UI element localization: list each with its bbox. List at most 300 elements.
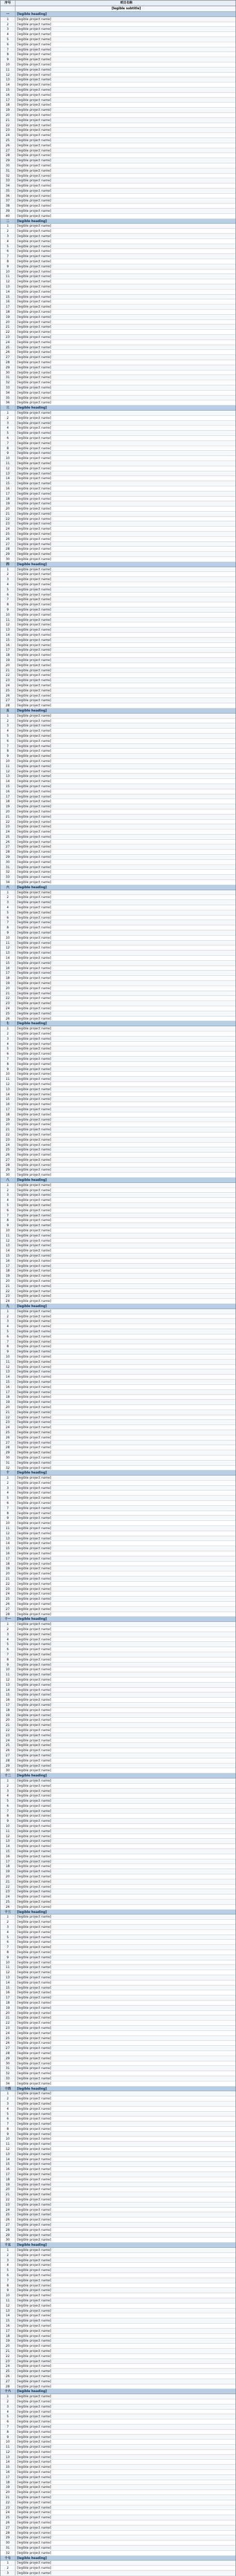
row-number: 16: [1, 1551, 15, 1556]
row-number: 19: [1, 1117, 15, 1122]
row-number: 12: [1, 1834, 15, 1839]
row-project-name: [legible project name]: [17, 385, 52, 389]
row-number: 3: [1, 2571, 15, 2575]
row-project-name: [legible project name]: [17, 2551, 52, 2555]
table-row: [1, 602, 235, 607]
table-row: [1, 183, 235, 189]
row-number: 27: [1, 1607, 15, 1612]
row-project-name: [legible project name]: [17, 906, 52, 910]
row-project-name: [legible project name]: [17, 280, 52, 284]
table-row: [1, 325, 235, 330]
row-number: 26: [1, 1435, 15, 1440]
table-row: [1, 365, 235, 370]
row-project-name: [legible project name]: [17, 895, 52, 900]
row-project-name: [legible project name]: [17, 1213, 52, 1217]
table-row: [1, 1869, 235, 1874]
table-row: [1, 1208, 235, 1213]
table-row: [1, 1400, 235, 1405]
table-row: [1, 1138, 235, 1143]
row-number: 30: [1, 163, 15, 168]
table-row: [1, 1723, 235, 1728]
table-row: [1, 2495, 235, 2500]
row-number: 16: [1, 1385, 15, 1389]
row-number: 9: [1, 264, 15, 269]
row-project-name: [legible project name]: [17, 2223, 52, 2227]
table-row: [1, 1122, 235, 1127]
table-row: [1, 426, 235, 431]
table-row: [1, 380, 235, 385]
row-number: 14: [1, 1092, 15, 1097]
row-project-name: [legible project name]: [17, 2107, 52, 2111]
row-project-name: [legible project name]: [17, 1188, 52, 1192]
row-number: 25: [1, 2036, 15, 2041]
row-project-name: [legible project name]: [17, 73, 52, 77]
row-project-name: [legible project name]: [17, 628, 52, 632]
row-number: 2: [1, 229, 15, 233]
table-row: [1, 2036, 235, 2041]
row-number: 9: [1, 2132, 15, 2137]
row-project-name: [legible project name]: [17, 1153, 52, 1157]
row-project-name: [legible project name]: [17, 648, 52, 652]
table-row: [1, 744, 235, 749]
table-row: [1, 2228, 235, 2233]
row-number: 24: [1, 2208, 15, 2212]
row-number: 19: [1, 1713, 15, 1718]
row-project-name: [legible project name]: [17, 1370, 52, 1374]
table-row: [1, 416, 235, 421]
row-project-name: [legible project name]: [17, 1597, 52, 1601]
row-number: 13: [1, 471, 15, 476]
row-project-name: [legible project name]: [17, 2137, 52, 2141]
section-number: 十六: [1, 2389, 15, 2394]
row-number: 7: [1, 1506, 15, 1511]
row-number: 10: [1, 1228, 15, 1233]
row-number: 29: [1, 158, 15, 163]
row-project-name: [legible project name]: [17, 62, 52, 66]
row-project-name: [legible project name]: [17, 123, 52, 127]
row-number: 10: [1, 1960, 15, 1965]
table-row: [1, 2293, 235, 2298]
row-number: 13: [1, 284, 15, 289]
row-number: 13: [1, 2309, 15, 2313]
row-project-name: [legible project name]: [17, 1052, 52, 1056]
table-row: [1, 1859, 235, 1865]
row-number: 13: [1, 628, 15, 632]
row-number: 2: [1, 719, 15, 723]
row-project-name: [legible project name]: [17, 426, 52, 430]
table-row: [1, 2475, 235, 2480]
row-number: 30: [1, 2061, 15, 2066]
table-row: [1, 1334, 235, 1340]
row-number: 33: [1, 178, 15, 183]
table-row: [1, 512, 235, 517]
row-number: 24: [1, 527, 15, 531]
row-number: 2: [1, 2253, 15, 2258]
row-number: 30: [1, 1173, 15, 1177]
table-row: [1, 2435, 235, 2440]
row-project-name: [legible project name]: [17, 2157, 52, 2161]
row-project-name: [legible project name]: [17, 67, 52, 72]
row-project-name: [legible project name]: [17, 2112, 52, 2116]
row-number: 4: [1, 239, 15, 244]
table-row: [1, 2147, 235, 2152]
row-project-name: [legible project name]: [17, 1521, 52, 1526]
row-project-name: [legible project name]: [17, 1006, 52, 1010]
row-number: 23: [1, 1733, 15, 1738]
table-row: [1, 497, 235, 502]
row-project-name: [legible project name]: [17, 2566, 52, 2570]
table-row: [1, 113, 235, 118]
row-number: 14: [1, 1248, 15, 1253]
table-row: [1, 1698, 235, 1703]
table-row: [1, 1006, 235, 1011]
section-heading-row: [1, 1910, 235, 1915]
row-number: 1: [1, 714, 15, 718]
row-project-name: [legible project name]: [17, 830, 52, 834]
table-row: [1, 492, 235, 497]
table-row: [1, 411, 235, 416]
row-number: 10: [1, 1667, 15, 1672]
row-number: 6: [1, 1501, 15, 1505]
row-number: 27: [1, 542, 15, 547]
row-number: 28: [1, 850, 15, 854]
row-number: 13: [1, 2152, 15, 2157]
row-number: 22: [1, 1289, 15, 1294]
row-project-name: [legible project name]: [17, 502, 52, 506]
row-number: 14: [1, 956, 15, 960]
table-row: [1, 633, 235, 638]
row-project-name: [legible project name]: [17, 269, 52, 274]
row-project-name: [legible project name]: [17, 522, 52, 526]
row-number: 5: [1, 1935, 15, 1940]
row-project-name: [legible project name]: [17, 1466, 52, 1470]
table-row: [1, 1253, 235, 1259]
row-number: 19: [1, 658, 15, 663]
table-row: [1, 2056, 235, 2061]
table-row: [1, 1309, 235, 1314]
row-project-name: [legible project name]: [17, 58, 52, 62]
row-project-name: [legible project name]: [17, 1420, 52, 1425]
row-number: 13: [1, 1839, 15, 1843]
table-row: [1, 1768, 235, 1773]
row-number: 6: [1, 1208, 15, 1213]
table-row: [1, 936, 235, 941]
row-project-name: [legible project name]: [17, 1112, 52, 1116]
row-number: 4: [1, 582, 15, 587]
row-project-name: [legible project name]: [17, 1955, 52, 1959]
table-row: [1, 2258, 235, 2263]
row-project-name: [legible project name]: [17, 1764, 52, 1768]
row-number: 12: [1, 1082, 15, 1087]
table-row: [1, 1057, 235, 1062]
row-project-name: [legible project name]: [17, 2289, 52, 2293]
row-project-name: [legible project name]: [17, 1224, 52, 1228]
row-project-name: [legible project name]: [17, 2339, 52, 2343]
row-project-name: [legible project name]: [17, 2344, 52, 2348]
table-row: [1, 476, 235, 481]
row-project-name: [legible project name]: [17, 2516, 52, 2520]
row-project-name: [legible project name]: [17, 623, 52, 627]
table-row: [1, 133, 235, 138]
row-number: 2: [1, 22, 15, 27]
row-number: 3: [1, 900, 15, 905]
table-row: [1, 900, 235, 905]
table-row: [1, 1986, 235, 1991]
table-row: [1, 2298, 235, 2303]
table-row: [1, 1990, 235, 1995]
row-project-name: [legible project name]: [17, 2056, 52, 2060]
row-number: 25: [1, 1597, 15, 1601]
row-project-name: [legible project name]: [17, 1511, 52, 1515]
row-project-name: [legible project name]: [17, 1971, 52, 1975]
row-number: 11: [1, 1965, 15, 1970]
row-project-name: [legible project name]: [17, 2561, 52, 2565]
table-row: [1, 945, 235, 951]
row-project-name: [legible project name]: [17, 1552, 52, 1556]
row-project-name: [legible project name]: [17, 1743, 52, 1748]
row-project-name: [legible project name]: [17, 300, 52, 304]
row-project-name: [legible project name]: [17, 1340, 52, 1344]
row-number: 17: [1, 492, 15, 496]
table-row: [1, 784, 235, 789]
row-project-name: [legible project name]: [17, 2036, 52, 2040]
row-project-name: [legible project name]: [17, 2258, 52, 2262]
section-heading-row: [1, 1021, 235, 1026]
table-row: [1, 2217, 235, 2223]
table-row: [1, 239, 235, 244]
row-project-name: [legible project name]: [17, 2395, 52, 2399]
row-project-name: [legible project name]: [17, 774, 52, 778]
row-project-name: [legible project name]: [17, 1016, 52, 1021]
row-number: 24: [1, 683, 15, 688]
table-row: [1, 1566, 235, 1571]
row-number: 24: [1, 2510, 15, 2515]
row-project-name: [legible project name]: [17, 507, 52, 511]
row-number: 8: [1, 259, 15, 264]
table-row: [1, 295, 235, 300]
table-row: [1, 1188, 235, 1193]
row-number: 9: [1, 1819, 15, 1823]
row-project-name: [legible project name]: [17, 471, 52, 476]
row-number: 1: [1, 1778, 15, 1783]
row-number: 3: [1, 2102, 15, 2106]
table-row: [1, 527, 235, 532]
row-number: 16: [1, 789, 15, 794]
row-project-name: [legible project name]: [17, 936, 52, 940]
row-number: 16: [1, 1102, 15, 1107]
row-project-name: [legible project name]: [17, 2263, 52, 2267]
table-row: [1, 2122, 235, 2127]
table-row: [1, 1804, 235, 1809]
table-row: [1, 1082, 235, 1087]
section-heading-row: [1, 1304, 235, 1309]
table-row: [1, 2238, 235, 2243]
row-number: 8: [1, 2127, 15, 2131]
row-project-name: [legible project name]: [17, 1556, 52, 1561]
table-row: [1, 244, 235, 249]
row-number: 9: [1, 1955, 15, 1960]
table-row: [1, 481, 235, 486]
row-project-name: [legible project name]: [17, 497, 52, 501]
table-row: [1, 1496, 235, 1501]
row-project-name: [legible project name]: [17, 956, 52, 960]
table-row: [1, 552, 235, 557]
table-row: [1, 855, 235, 860]
row-project-name: [legible project name]: [17, 2167, 52, 2172]
table-row: [1, 118, 235, 123]
row-number: 19: [1, 501, 15, 506]
row-number: 16: [1, 966, 15, 971]
table-row: [1, 47, 235, 53]
table-row: [1, 2410, 235, 2415]
row-project-name: [legible project name]: [17, 350, 52, 354]
row-number: 11: [1, 941, 15, 945]
row-project-name: [legible project name]: [17, 2460, 52, 2464]
row-number: 15: [1, 88, 15, 92]
row-project-name: [legible project name]: [17, 2450, 52, 2454]
row-project-name: [legible project name]: [17, 598, 52, 602]
table-row: [1, 1511, 235, 1516]
row-project-name: [legible project name]: [17, 552, 52, 556]
row-number: 16: [1, 2167, 15, 2172]
row-number: 35: [1, 189, 15, 193]
row-number: 17: [1, 98, 15, 103]
row-number: 28: [1, 703, 15, 708]
table-row: [1, 1607, 235, 1612]
row-project-name: [legible project name]: [17, 1784, 52, 1788]
table-row: [1, 638, 235, 643]
table-row: [1, 673, 235, 678]
row-project-name: [legible project name]: [17, 2046, 52, 2050]
row-project-name: [legible project name]: [17, 976, 52, 980]
row-number: 17: [1, 304, 15, 309]
row-number: 6: [1, 1940, 15, 1944]
row-number: 13: [1, 951, 15, 955]
row-project-name: [legible project name]: [17, 285, 52, 289]
row-number: 32: [1, 380, 15, 385]
table-row: [1, 597, 235, 602]
row-number: 23: [1, 335, 15, 340]
row-number: 20: [1, 1405, 15, 1410]
table-row: [1, 2283, 235, 2289]
table-row: [1, 1753, 235, 1758]
table-row: [1, 143, 235, 148]
row-number: 20: [1, 986, 15, 991]
table-row: [1, 951, 235, 956]
table-row: [1, 1778, 235, 1784]
table-row: [1, 1268, 235, 1274]
row-project-name: [legible project name]: [17, 431, 52, 435]
table-row: [1, 1239, 235, 1244]
row-project-name: [legible project name]: [17, 456, 52, 461]
row-project-name: [legible project name]: [17, 618, 52, 622]
table-row: [1, 2309, 235, 2314]
row-number: 10: [1, 759, 15, 764]
row-number: 25: [1, 688, 15, 693]
row-project-name: [legible project name]: [17, 880, 52, 885]
table-row: [1, 1764, 235, 1769]
table-row: [1, 542, 235, 547]
table-row: [1, 1667, 235, 1672]
table-row: [1, 67, 235, 73]
row-number: 15: [1, 638, 15, 642]
row-number: 18: [1, 653, 15, 657]
table-row: [1, 259, 235, 264]
row-number: 11: [1, 1077, 15, 1081]
table-row: [1, 431, 235, 436]
row-project-name: [legible project name]: [17, 174, 52, 178]
row-project-name: [legible project name]: [17, 1405, 52, 1409]
row-number: 6: [1, 2273, 15, 2278]
row-project-name: [legible project name]: [17, 239, 52, 243]
table-row: [1, 391, 235, 396]
row-number: 14: [1, 1688, 15, 1692]
row-project-name: [legible project name]: [17, 1274, 52, 1278]
table-row: [1, 930, 235, 936]
row-project-name: [legible project name]: [17, 42, 52, 46]
row-number: 20: [1, 1122, 15, 1127]
row-project-name: [legible project name]: [17, 1516, 52, 1520]
row-number: 17: [1, 2172, 15, 2177]
table-row: [1, 1072, 235, 1077]
table-row: [1, 345, 235, 350]
table-row: [1, 229, 235, 234]
row-project-name: [legible project name]: [17, 1289, 52, 1293]
row-project-name: [legible project name]: [17, 194, 52, 198]
row-project-name: [legible project name]: [17, 320, 52, 324]
table-row: [1, 1102, 235, 1107]
row-number: 1: [1, 1622, 15, 1626]
table-row: [1, 1314, 235, 1319]
row-project-name: [legible project name]: [17, 1824, 52, 1828]
row-project-name: [legible project name]: [17, 1753, 52, 1757]
row-number: 23: [1, 1294, 15, 1298]
section-number: 十: [1, 1470, 15, 1475]
table-row: [1, 2465, 235, 2470]
table-row: [1, 582, 235, 587]
row-number: 13: [1, 1087, 15, 1092]
row-project-name: [legible project name]: [17, 1132, 52, 1137]
table-row: [1, 1577, 235, 1582]
row-project-name: [legible project name]: [17, 971, 52, 975]
table-row: [1, 2546, 235, 2551]
table-row: [1, 330, 235, 335]
table-row: [1, 1299, 235, 1304]
row-project-name: [legible project name]: [17, 1345, 52, 1349]
row-project-name: [legible project name]: [17, 769, 52, 773]
row-project-name: [legible project name]: [17, 2127, 52, 2131]
row-project-name: [legible project name]: [17, 2031, 52, 2035]
row-number: 13: [1, 1536, 15, 1541]
section-title: [legible heading]: [17, 708, 47, 713]
row-number: 20: [1, 663, 15, 668]
table-row: [1, 103, 235, 108]
table-row: [1, 2152, 235, 2157]
table-row: [1, 1067, 235, 1072]
row-project-name: [legible project name]: [17, 22, 52, 26]
table-row: [1, 1405, 235, 1410]
table-row: [1, 2531, 235, 2536]
table-row: [1, 1995, 235, 2001]
section-number: 五: [1, 708, 15, 713]
table-row: [1, 1692, 235, 1698]
row-project-name: [legible project name]: [17, 1128, 52, 1132]
table-row: [1, 547, 235, 552]
table-row: [1, 1476, 235, 1481]
row-number: 17: [1, 1390, 15, 1395]
row-number: 21: [1, 512, 15, 516]
row-project-name: [legible project name]: [17, 486, 52, 490]
